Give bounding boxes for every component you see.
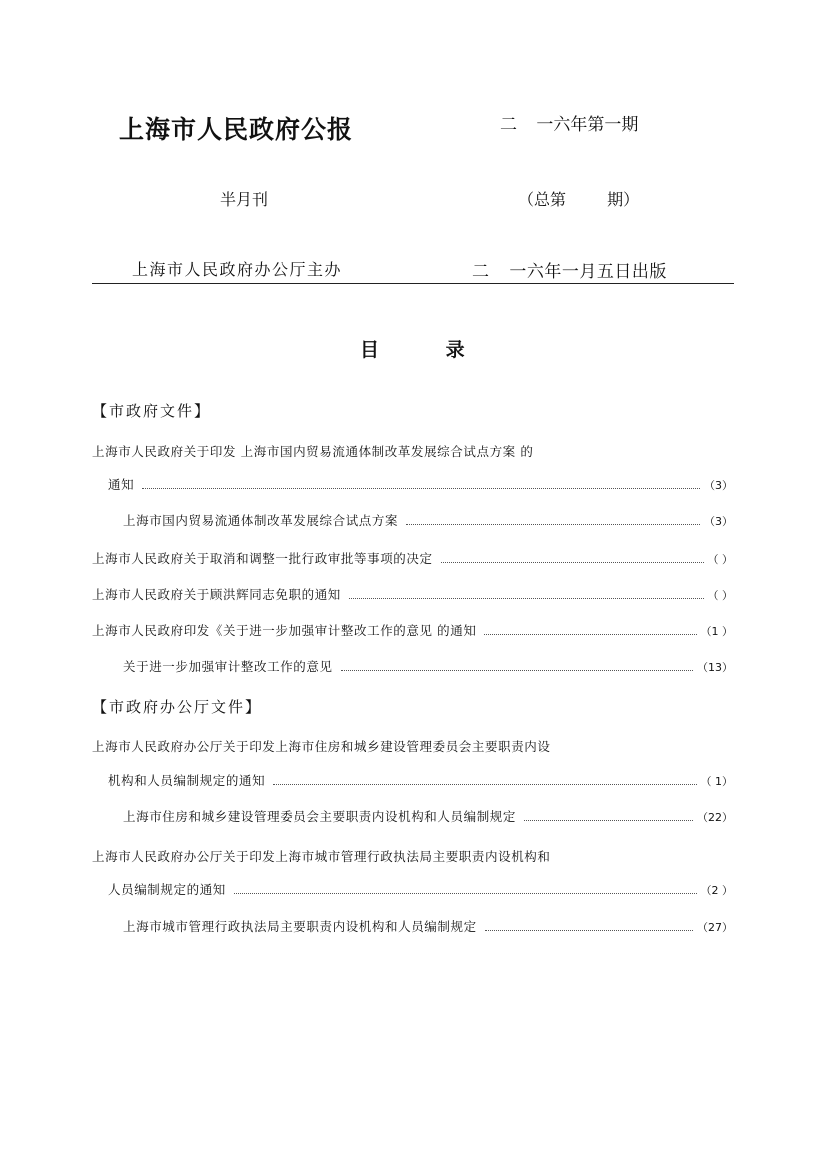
- toc-page-number: （27）: [697, 921, 733, 934]
- toc-entry-line: 上海市人民政府办公厅关于印发上海市住房和城乡建设管理委员会主要职责内设: [92, 739, 551, 754]
- toc-entry-line: 上海市人民政府办公厅关于印发上海市城市管理行政执法局主要职责内设机构和: [92, 849, 551, 864]
- toc-entry-text: 机构和人员编制规定的通知: [108, 773, 266, 788]
- toc-entry-text: 上海市人民政府关于顾洪辉同志免职的通知: [92, 587, 341, 602]
- toc-page-number: （3）: [704, 479, 733, 492]
- frequency-label: 半月刊: [220, 190, 269, 209]
- toc-page-number: （3）: [704, 515, 733, 528]
- leader-dots: [441, 561, 704, 563]
- leader-dots: [234, 892, 697, 894]
- toc-entry[interactable]: [108, 771, 733, 789]
- leader-dots: [524, 819, 693, 821]
- toc-title: 目 录: [360, 339, 465, 361]
- toc-entry[interactable]: [92, 549, 733, 567]
- leader-dots: [273, 783, 696, 785]
- toc-entry-text: 上海市人民政府印发《关于进一步加强审计整改工作的意见 的通知: [92, 623, 477, 638]
- host-label: 上海市人民政府办公厅主办: [132, 260, 343, 279]
- toc-entry-text: 通知: [108, 477, 135, 492]
- toc-page-number: （13）: [697, 661, 733, 674]
- toc-entry-text: 人员编制规定的通知: [108, 882, 226, 897]
- leader-dots: [341, 669, 693, 671]
- total-issue-label: （总第 期）: [518, 190, 640, 209]
- toc-entry-text: 上海市国内贸易流通体制改革发展综合试点方案: [123, 513, 399, 528]
- issue-number: 二 一六年第一期: [500, 115, 639, 135]
- section-heading-general-office: 【市政府办公厅文件】: [92, 698, 263, 716]
- header-divider: [92, 283, 734, 284]
- toc-entry-text: 上海市住房和城乡建设管理委员会主要职责内设机构和人员编制规定: [123, 809, 517, 824]
- leader-dots: [142, 487, 700, 489]
- toc-entry-line: 上海市人民政府关于印发 上海市国内贸易流通体制改革发展综合试点方案 的: [92, 444, 534, 459]
- toc-entry[interactable]: [108, 475, 733, 493]
- toc-page-number: （ ）: [707, 553, 733, 566]
- publish-date: 二 一六年一月五日出版: [472, 262, 667, 282]
- toc-page-number: （2 ）: [700, 884, 733, 897]
- toc-entry-text: 上海市人民政府关于取消和调整一批行政审批等事项的决定: [92, 551, 433, 566]
- section-heading-municipal-government: 【市政府文件】: [92, 402, 212, 420]
- toc-entry[interactable]: [92, 585, 733, 603]
- toc-entry[interactable]: [123, 917, 733, 935]
- toc-page-number: （ ）: [707, 589, 733, 602]
- toc-entry-text: 上海市城市管理行政执法局主要职责内设机构和人员编制规定: [123, 919, 477, 934]
- toc-entry[interactable]: [92, 621, 733, 639]
- toc-page-number: （ 1）: [700, 775, 733, 788]
- toc-entry-text: 关于进一步加强审计整改工作的意见: [123, 659, 333, 674]
- toc-entry[interactable]: [108, 880, 733, 898]
- toc-page-number: （22）: [697, 811, 733, 824]
- leader-dots: [485, 929, 693, 931]
- leader-dots: [484, 633, 696, 635]
- toc-entry[interactable]: [123, 657, 733, 675]
- gazette-title: 上海市人民政府公报: [119, 115, 354, 144]
- toc-entry[interactable]: [123, 511, 733, 529]
- toc-page-number: （1 ）: [700, 625, 733, 638]
- leader-dots: [349, 597, 704, 599]
- leader-dots: [406, 523, 700, 525]
- toc-entry[interactable]: [123, 807, 733, 825]
